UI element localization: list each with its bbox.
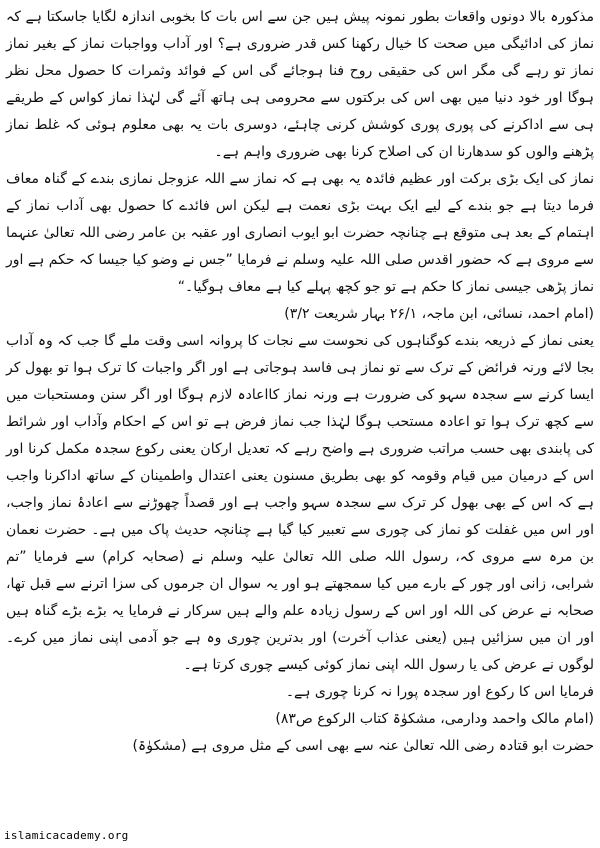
site-watermark: islamicacademy.org [4, 829, 129, 842]
citation-2: (امام مالک واحمد ودارمی، مشکوٰۃ کتاب الرکوع ص۸۳) [275, 711, 594, 727]
paragraph-final: حضرت ابو قتادہ رضی اللہ تعالیٰ عنہ سے بھی اسی کے مثل مروی ہے (مشکوٰۃ) [132, 738, 594, 754]
paragraph-blessing: نماز کی ایک بڑی برکت اور عظیم فائدہ یہ بھی ہے کہ نماز سے اللہ عزوجل نمازی بندے کے گناہ معاف فرما دیتا ہے جو بندے کے لیے ایک بہت بڑی نعمت ہے لیکن اس فائدے کا حصول بھی آداب نماز کے اہتمام کے بعد ہی متوقع ہے چنانچہ حضرت ابو ایوب انصاری اور عقبہ بن عامر رضی اللہ تعالیٰ عنہما سے مروی ہے کہ حضور اقدس صلی اللہ علیہ وسلم نے فرمایا ”جس نے وضو کیا جیسا کہ حکم ہے اور نماز پڑھی جیسی نماز کا حکم ہے تو جو کچھ پہلے کیا ہے معاف ہوگیا۔“ [6, 171, 594, 295]
document-page [6, 4, 594, 844]
paragraph-theft-definition: فرمایا اس کا رکوع اور سجدہ پورا نہ کرنا چوری ہے۔ [285, 684, 594, 700]
paragraph-intro: مذکورہ بالا دونوں واقعات بطور نمونہ پیش ہیں جن سے اس بات کا بخوبی اندازہ لگایا جاسکتا ہے کہ نماز کی ادائیگی میں صحت کا خیال رکھنا کس قدر ضروری ہے؟ اور آداب وواجبات نماز کے بغیر نماز نماز تو رہے گی مگر اس کی حقیقی روح فنا ہوجائے گی اس کے فوائد وثمرات کا حصول محل نظر ہوگا اور خود دنیا میں بھی اس کی برکتوں سے محرومی ہی ہاتھ آئے گی لہٰذا نماز کواس کے طریقے ہی سے اداکرنے کی پوری پوری کوشش کرنی چاہئے، دوسری بات یہ بھی معلوم ہوئی کہ غلط نماز پڑھنے والوں کو سدھارنا ان کی اصلاح کرنا بھی ضروری واہم ہے۔ [6, 9, 594, 160]
citation-1: (امام احمد، نسائی، ابن ماجہ، ۲۶/۱ بہار شریعت ۳/۲) [284, 306, 594, 322]
paragraph-explanation: یعنی نماز کے ذریعہ بندے کوگناہوں کی نحوست سے نجات کا پروانہ اسی وقت ملے گا جب کہ وہ آداب بجا لائے ورنہ فرائض کے ترک سے تو نماز ہی فاسد ہوجاتی ہے اور اگر واجبات کا ترک ہوا تو بھول کر ایسا کرنے سے سجدہ سہو کی ضرورت ہے ورنہ نماز کااعادہ لازم ہوگا اور اگر سنن ومستحبات میں سے کچھ ترک ہوا تو اعادہ مستحب ہوگا لہٰذا جب نماز فرض ہے تو اس کے احکام وآداب اور شرائط کی پابندی بھی حسب مراتب ضروری ہے واضح رہے کہ تعدیل ارکان یعنی رکوع سجدہ مکمل کرنا اور اس کے درمیان میں قیام وقومہ کو بھی بطریق مسنون یعنی اعتدال واطمینان کے ساتھ اداکرنا واجب ہے کہ اس کے بھی بھول کر ترک سے سجدہ سہو واجب ہے اور قصداً چھوڑنے سے اعادۂ نماز واجب، اور اس میں غفلت کو نماز کی چوری سے تعبیر کیا گیا ہے چنانچہ حدیث پاک میں ہے۔ حضرت نعمان بن مرہ سے مروی کہ، رسول اللہ صلی اللہ تعالیٰ علیہ وسلم نے (صحابہ کرام) سے فرمایا ”تم شرابی، زانی اور چور کے بارے میں کیا سمجھتے ہو اور یہ سوال ان جرموں کی سزا اترنے سے قبل تھا، صحابہ نے عرض کی اللہ اور اس کے رسول زیادہ علم والے ہیں سرکار نے فرمایا یہ بڑے بڑے گناہ ہیں اور ان میں سزائیں ہیں (یعنی عذاب آخرت) اور بدترین چوری وہ ہے جو آدمی اپنی نماز میں کرے۔ لوگوں نے عرض کی یا رسول اللہ اپنی نماز کوئی کیسے چوری کرتا ہے۔ [6, 333, 594, 673]
